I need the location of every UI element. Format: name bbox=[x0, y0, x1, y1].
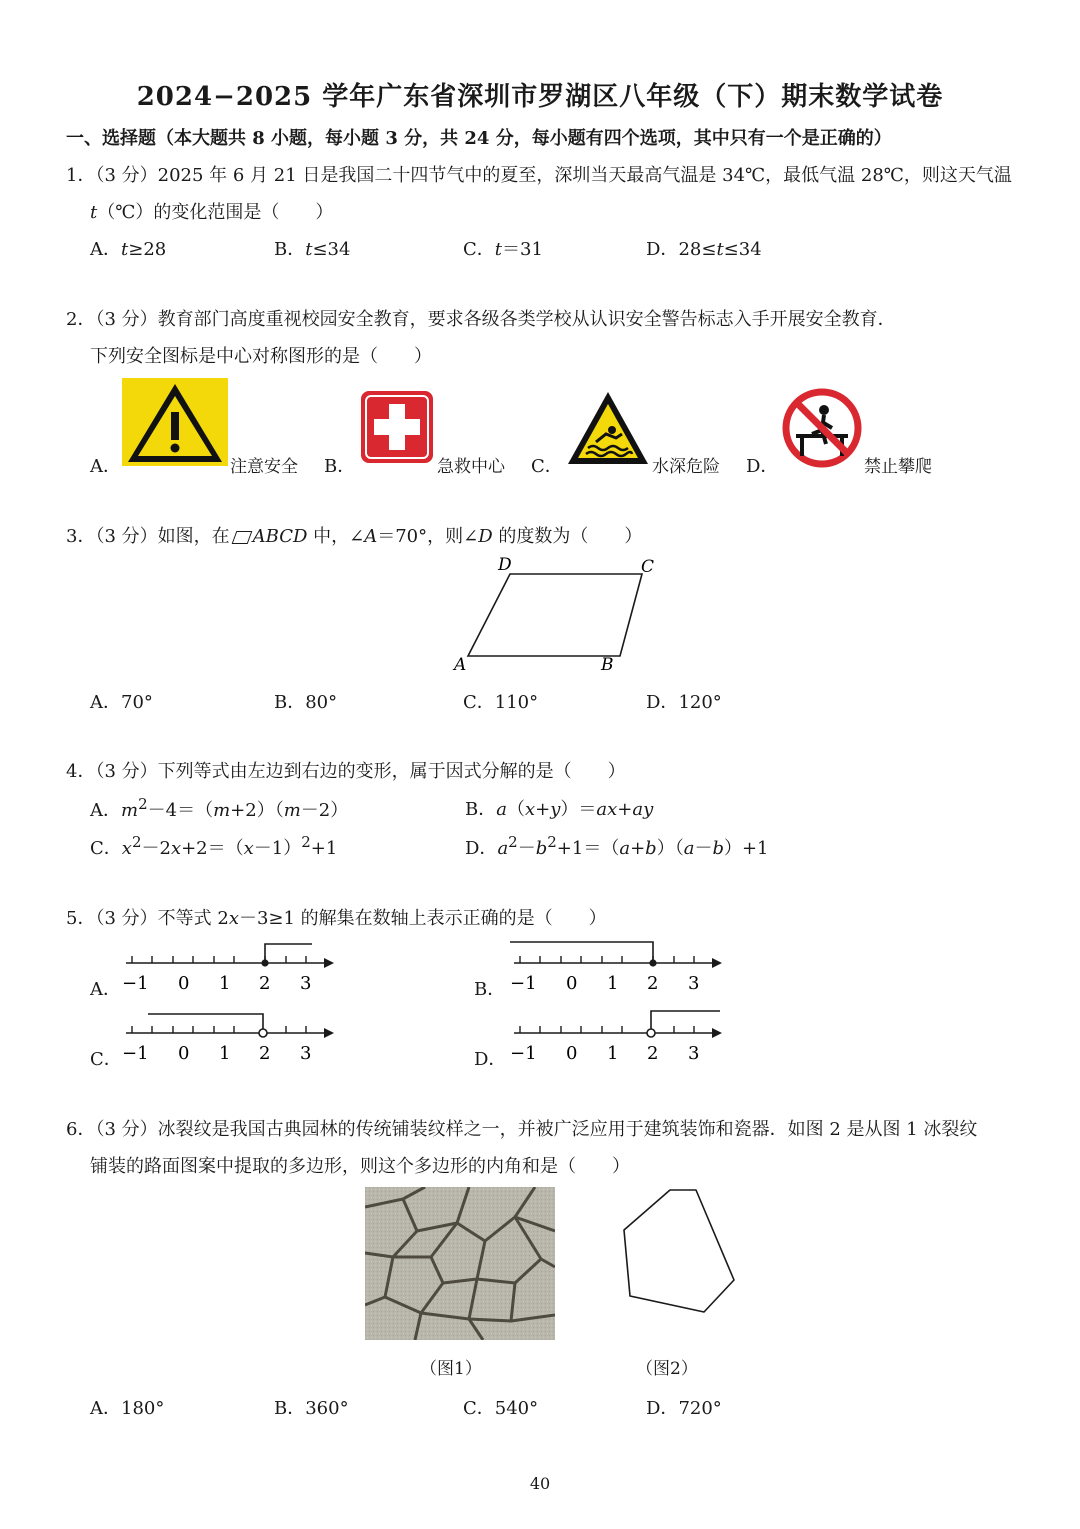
q3-option-c[interactable]: C．110° bbox=[463, 692, 539, 713]
q1-option-b[interactable]: B．t≤34 bbox=[274, 239, 351, 260]
q2-option-a-caption: 注意安全 bbox=[230, 457, 298, 477]
q4-stem: 4．（3 分）下列等式由左边到右边的变形，属于因式分解的是（ ） bbox=[66, 761, 626, 782]
svg-text:2: 2 bbox=[259, 1043, 271, 1064]
q1-option-d[interactable]: D．28≤t≤34 bbox=[646, 239, 762, 260]
q5-numberline-b bbox=[506, 935, 728, 997]
q1-option-c[interactable]: C．t＝31 bbox=[463, 239, 543, 260]
q2-option-d-letter[interactable]: D． bbox=[746, 456, 779, 477]
section-heading: 一、选择题（本大题共 8 小题，每小题 3 分，共 24 分，每小题有四个选项，其中只有一个是正确的） bbox=[66, 128, 892, 149]
q6-option-c[interactable]: C．540° bbox=[463, 1398, 539, 1419]
svg-text:0: 0 bbox=[178, 1043, 190, 1064]
q6-option-b[interactable]: B．360° bbox=[274, 1398, 349, 1419]
svg-text:−1: −1 bbox=[122, 973, 149, 994]
first-aid-cross-icon bbox=[360, 390, 434, 464]
svg-text:2: 2 bbox=[647, 973, 659, 994]
svg-text:−1: −1 bbox=[122, 1043, 149, 1064]
q5-numberline-a bbox=[118, 935, 340, 997]
q3-stem: 3．（3 分）如图，在 ABCD 中，∠A＝70°，则∠D 的度数为（ ） bbox=[66, 526, 643, 547]
q5-option-a-letter[interactable]: A． bbox=[90, 979, 121, 1000]
q5-stem: 5．（3 分）不等式 2x－3≥1 的解集在数轴上表示正确的是（ ） bbox=[66, 908, 607, 929]
q3-option-b[interactable]: B．80° bbox=[274, 692, 338, 713]
vertex-label-a: A bbox=[454, 655, 467, 675]
svg-text:−1: −1 bbox=[510, 1043, 537, 1064]
q1-stem-line2: t（℃）的变化范围是（ ） bbox=[90, 202, 334, 223]
svg-text:3: 3 bbox=[300, 1043, 312, 1064]
svg-text:1: 1 bbox=[219, 1043, 231, 1064]
ice-crack-pavement-photo bbox=[365, 1187, 555, 1340]
q2-option-b-caption: 急救中心 bbox=[437, 457, 505, 477]
q6-option-a[interactable]: A．180° bbox=[90, 1398, 165, 1419]
svg-text:0: 0 bbox=[566, 973, 578, 994]
svg-text:3: 3 bbox=[688, 973, 700, 994]
parallelogram-figure bbox=[446, 552, 662, 678]
fig2-caption: （图2） bbox=[636, 1359, 698, 1379]
q2-option-d-caption: 禁止攀爬 bbox=[864, 457, 932, 477]
q2-stem-line1: 2．（3 分）教育部门高度重视校园安全教育，要求各级各类学校从认识安全警告标志入手开展安全教育． bbox=[66, 309, 896, 330]
q2-option-a-letter[interactable]: A． bbox=[90, 456, 121, 477]
q5-numberline-d bbox=[506, 1005, 728, 1067]
svg-text:3: 3 bbox=[300, 973, 312, 994]
deep-water-warning-icon bbox=[566, 390, 650, 466]
vertex-label-c: C bbox=[641, 557, 655, 577]
q2-option-c-caption: 水深危险 bbox=[652, 457, 720, 477]
q2-option-b-letter[interactable]: B． bbox=[324, 456, 356, 477]
q2-option-c-letter[interactable]: C． bbox=[531, 456, 563, 477]
q6-option-d[interactable]: D．720° bbox=[646, 1398, 722, 1419]
vertex-label-d: D bbox=[498, 555, 512, 575]
fig1-caption: （图1） bbox=[420, 1359, 482, 1379]
q5-option-c-letter[interactable]: C． bbox=[90, 1049, 122, 1070]
vertex-label-b: B bbox=[601, 655, 614, 675]
q4-option-a[interactable]: A．$m^2-4=(m+2)(m-2)$ bbox=[90, 795, 349, 821]
no-climbing-icon bbox=[782, 388, 862, 468]
svg-text:1: 1 bbox=[219, 973, 231, 994]
q4-option-c[interactable]: C．$x^2-2x+2=(x-1)^2+1$ bbox=[90, 833, 338, 859]
polygon-figure bbox=[616, 1182, 742, 1322]
warning-triangle-icon bbox=[122, 378, 228, 466]
q4-option-b[interactable]: B．a（x+y）＝ax+ay bbox=[465, 799, 654, 820]
parallelogram-symbol-icon bbox=[231, 531, 252, 544]
q1-stem-line1: 1．（3 分）2025 年 6 月 21 日是我国二十四节气中的夏至，深圳当天最高气温是 34℃，最低气温 28℃，则这天气温 bbox=[66, 165, 1012, 186]
q1-var-t: t bbox=[90, 202, 98, 223]
q2-stem-line2: 下列安全图标是中心对称图形的是（ ） bbox=[90, 346, 432, 367]
svg-text:0: 0 bbox=[178, 973, 190, 994]
q6-stem-line1: 6．（3 分）冰裂纹是我国古典园林的传统铺装纹样之一，并被广泛应用于建筑装饰和瓷器．如图 2 是从图 1 冰裂纹 bbox=[66, 1119, 978, 1140]
svg-text:1: 1 bbox=[607, 973, 619, 994]
q3-option-d[interactable]: D．120° bbox=[646, 692, 722, 713]
q5-option-b-letter[interactable]: B． bbox=[474, 979, 506, 1000]
q4-option-d[interactable]: D．$a^2-b^2+1=(a+b)(a-b)+1$ bbox=[465, 833, 769, 859]
svg-text:−1: −1 bbox=[510, 973, 537, 994]
svg-text:1: 1 bbox=[607, 1043, 619, 1064]
svg-text:2: 2 bbox=[259, 973, 271, 994]
q3-option-a[interactable]: A．70° bbox=[90, 692, 153, 713]
q1-option-a[interactable]: A．t≥28 bbox=[90, 239, 167, 260]
page-title: 2024−2025 学年广东省深圳市罗湖区八年级（下）期末数学试卷 bbox=[136, 82, 944, 112]
q5-option-d-letter[interactable]: D． bbox=[474, 1049, 507, 1070]
q5-numberline-c bbox=[118, 1005, 340, 1067]
svg-text:3: 3 bbox=[688, 1043, 700, 1064]
svg-text:0: 0 bbox=[566, 1043, 578, 1064]
page-number: 40 bbox=[529, 1474, 551, 1493]
q6-stem-line2: 铺装的路面图案中提取的多边形，则这个多边形的内角和是（ ） bbox=[90, 1156, 630, 1177]
svg-text:2: 2 bbox=[647, 1043, 659, 1064]
